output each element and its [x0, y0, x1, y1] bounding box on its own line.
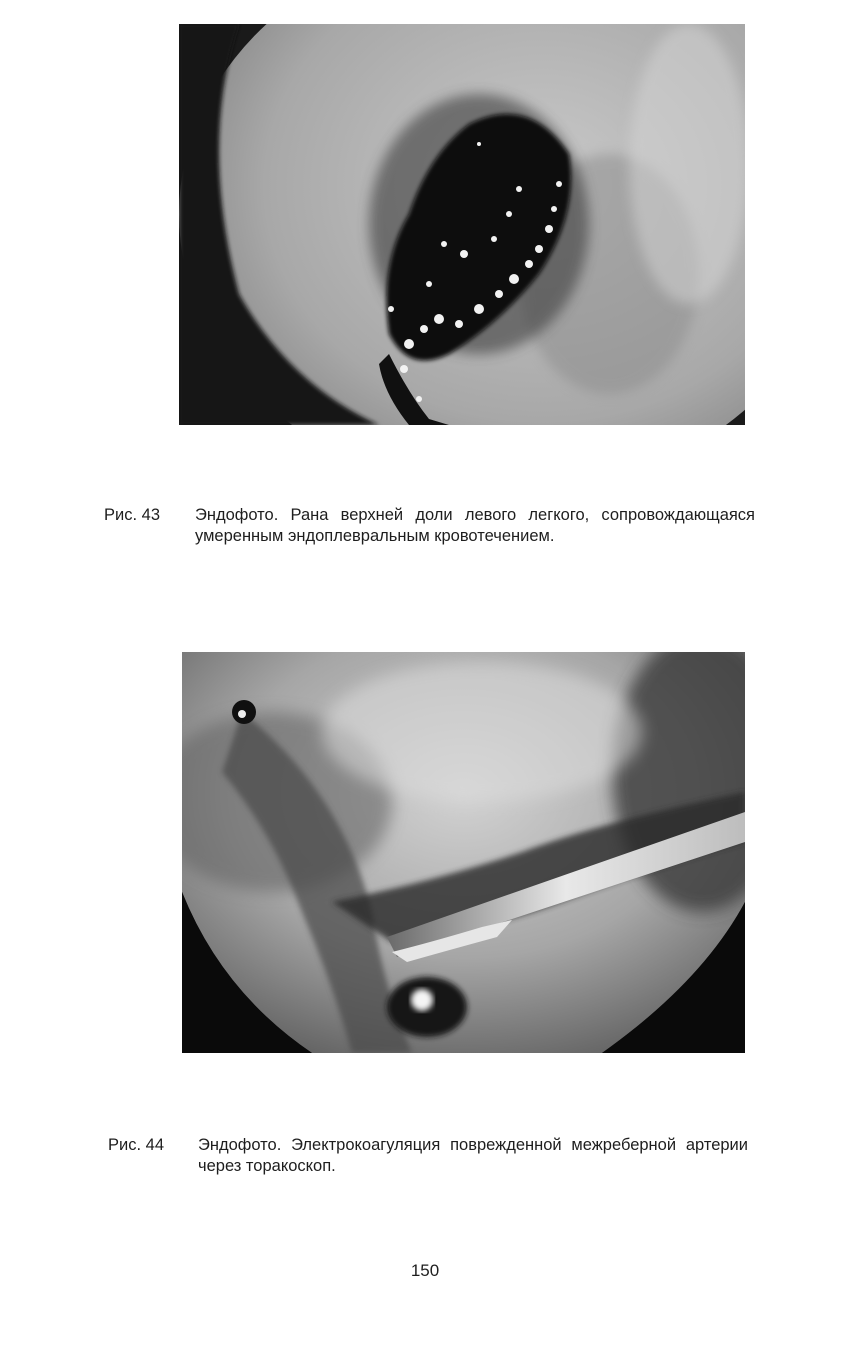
figure-43-label: Рис. 43	[104, 506, 160, 524]
endophoto-43-image	[179, 24, 745, 425]
page-number: 150	[410, 1261, 440, 1280]
figure-43-caption-text: Эндофото. Рана верхней доли левого легкого, сопровождающаяся умеренным эндоплевральным кровотечением.	[195, 506, 755, 545]
endophoto-figure-44	[182, 652, 745, 1053]
figure-44-caption-text: Эндофото. Электрокоагуляция поврежденной межреберной артерии через торакоскоп.	[198, 1136, 748, 1175]
figure-43-caption	[104, 505, 764, 575]
figure-44-label: Рис. 44	[108, 1136, 164, 1154]
endophoto-44-image	[182, 652, 745, 1053]
endophoto-figure-43	[179, 24, 745, 425]
figure-44-caption	[108, 1135, 768, 1185]
